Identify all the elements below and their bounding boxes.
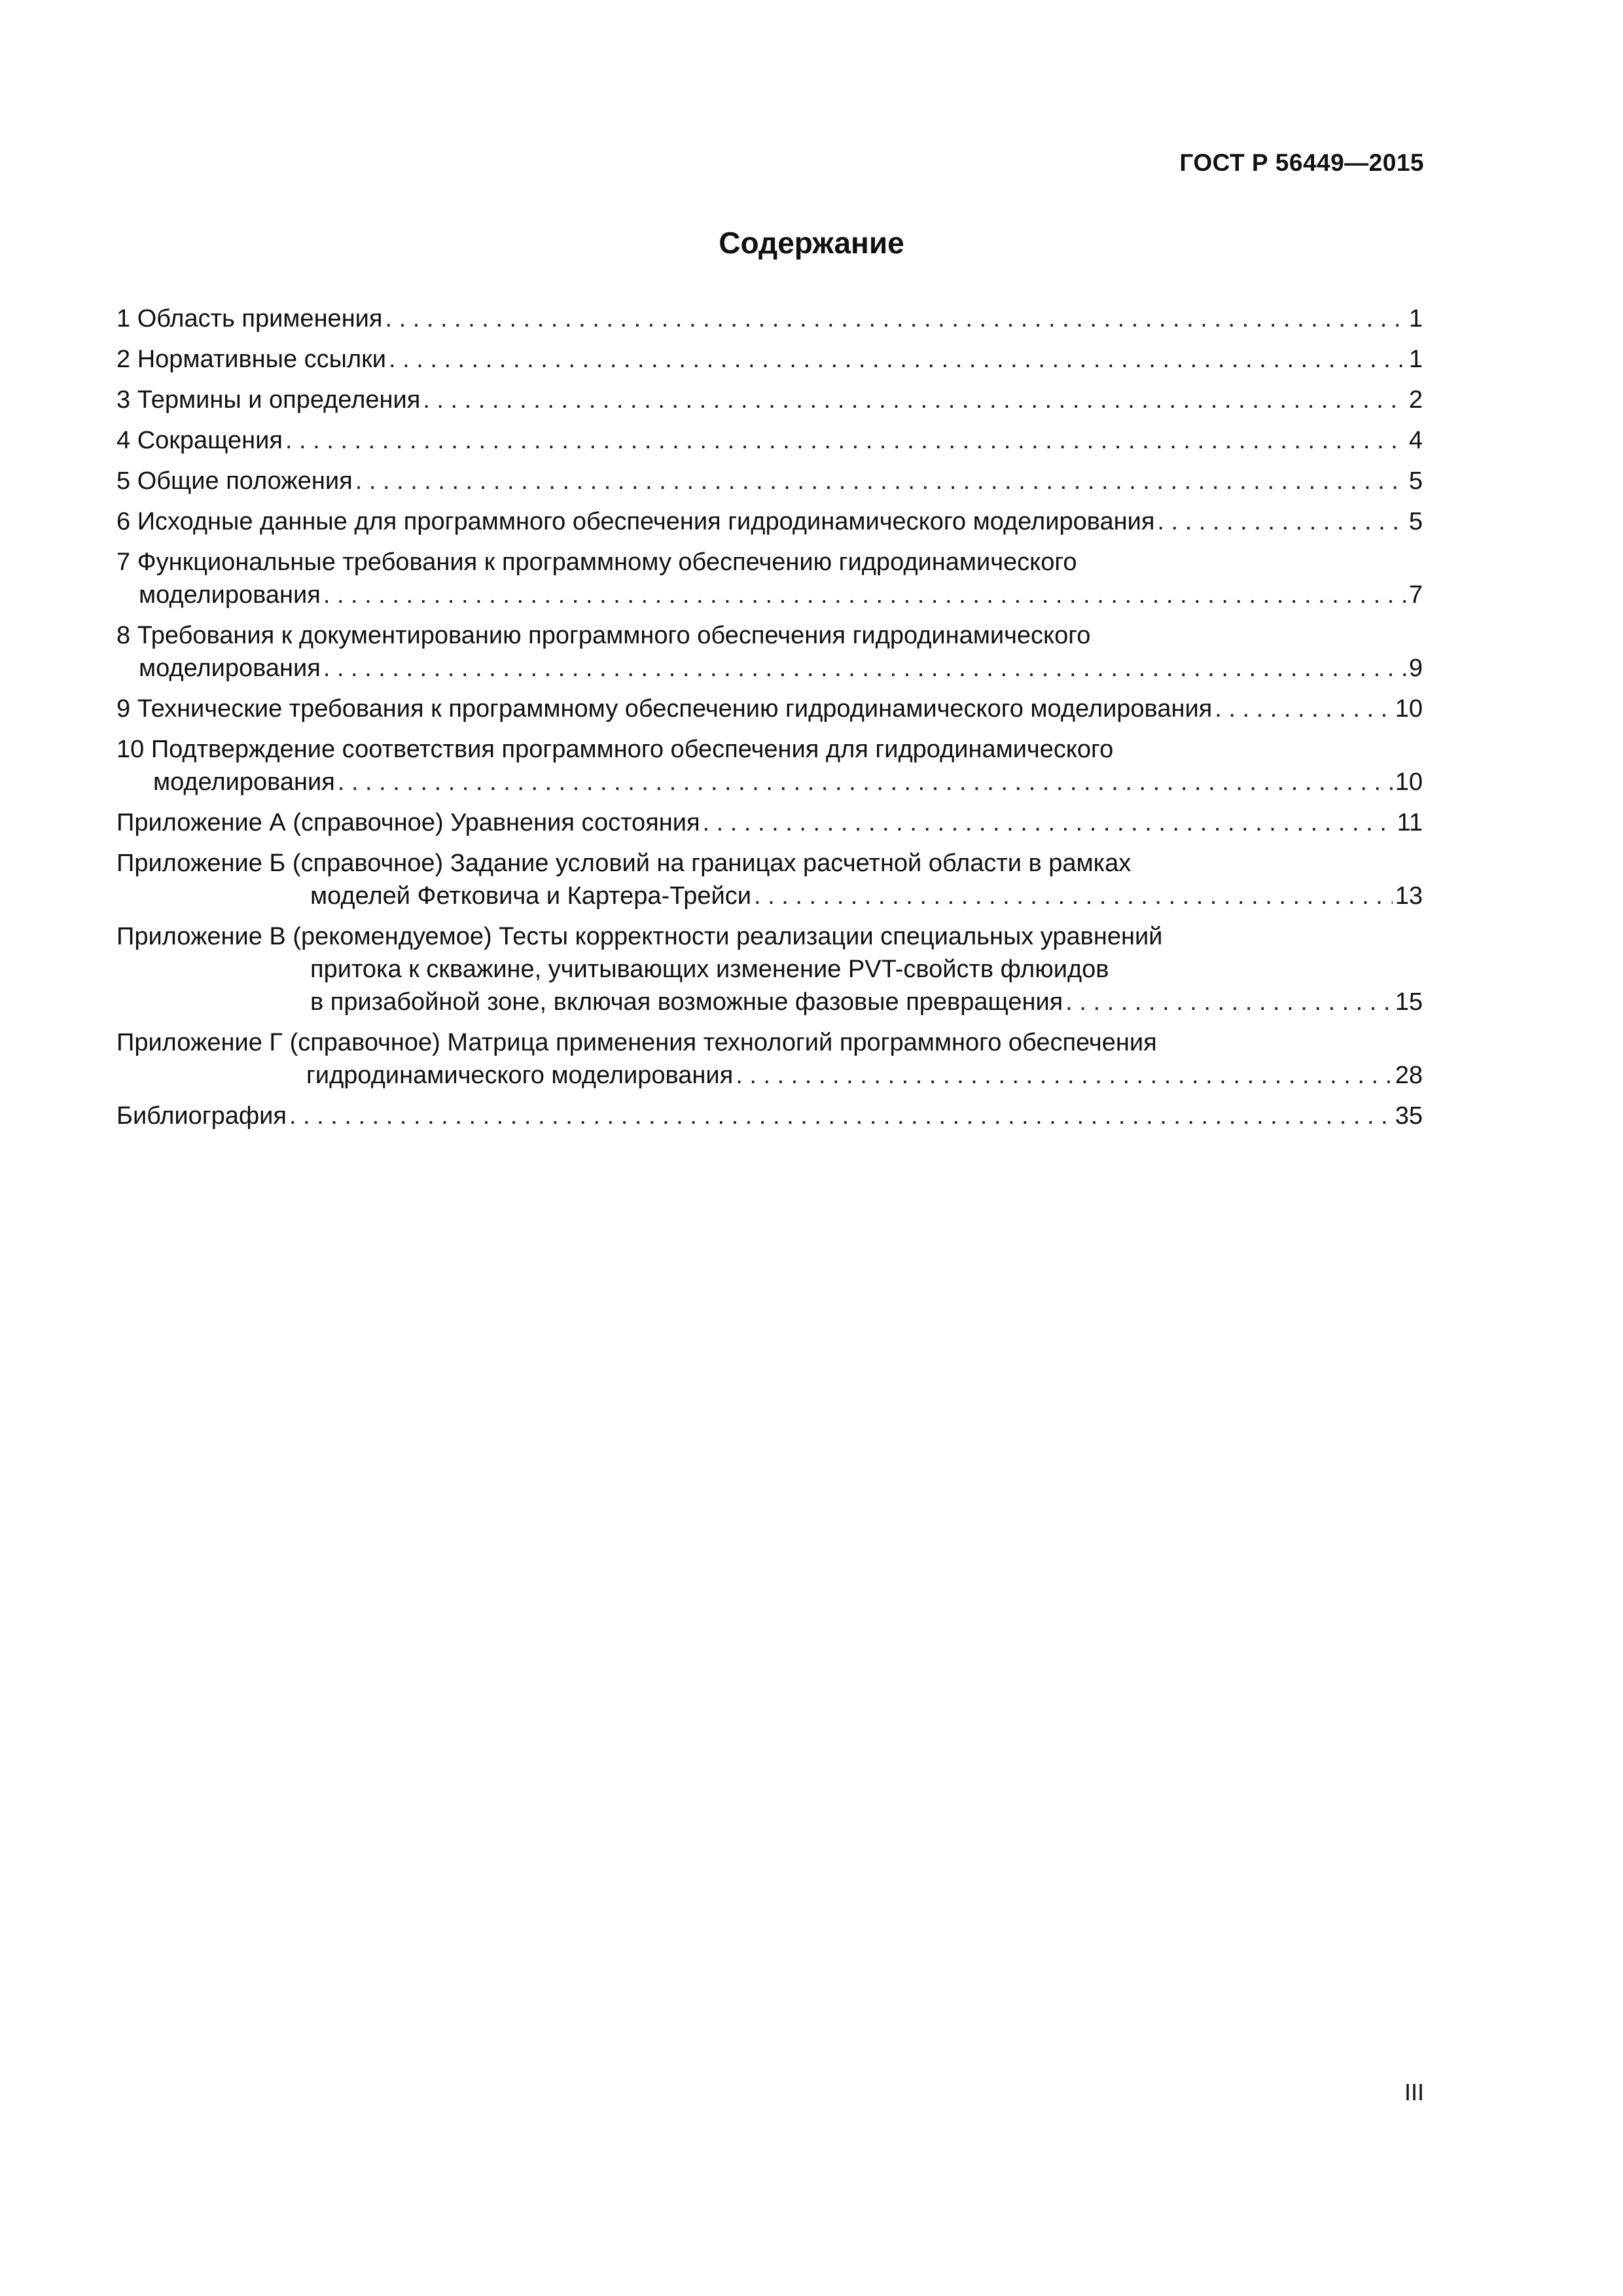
toc-entry-1[interactable] [116,302,1423,335]
toc-entry-text-continued: притока к скважине, учитывающих изменение PVT-свойств флюидов [310,956,1109,983]
toc-entry-text: 3 Термины и определения [116,386,421,414]
dot-leader [736,1059,1393,1092]
toc-title: Содержание [719,226,904,260]
toc-entry-text: 2 Нормативные ссылки [116,346,386,373]
toc-entry-text-continued: моделей Фетковича и Картера-Трейси [310,882,751,910]
toc-page-number: 10 [1395,768,1423,796]
dot-leader [323,652,1406,685]
toc-entry-6[interactable] [116,505,1423,538]
toc-entry-3[interactable] [116,384,1423,416]
toc-entry-text: 9 Технические требования к программному обеспечению гидродинамического моделирования [116,695,1213,723]
toc-entry-bibliography[interactable] [116,1100,1423,1132]
toc-entry-8[interactable] [116,619,1423,685]
toc-entry-text: Приложение А (справочное) Уравнения состояния [116,809,700,836]
toc-entry-appendix-v[interactable] [116,920,1423,1018]
toc-entry-text: 6 Исходные данные для программного обеспечения гидродинамического моделирования [116,508,1155,535]
toc-entry-text: Приложение Г (справочное) Матрица применения технологий программного обеспечения [116,1029,1157,1056]
toc-entry-text: Библиография [116,1102,287,1130]
page-number: III [1404,2079,1424,2106]
toc-entry-appendix-g[interactable] [116,1026,1423,1092]
toc-page-number: 7 [1408,581,1423,609]
toc-page-number: 35 [1395,1102,1423,1130]
dot-leader [323,579,1406,611]
toc-entry-text: 8 Требования к документированию программного обеспечения гидродинамического [116,622,1091,649]
toc-page-number: 10 [1395,695,1423,723]
toc-entry-7[interactable] [116,546,1423,611]
toc-page-number: 1 [1408,305,1423,332]
dot-leader [423,384,1406,416]
toc-page-number: 5 [1408,467,1423,495]
toc-entry-text-continued: моделирования [153,768,335,796]
toc-entry-9[interactable] [116,692,1423,725]
dot-leader [385,302,1406,335]
toc-entry-appendix-a[interactable] [116,806,1423,839]
toc-page-number: 1 [1408,346,1423,373]
toc-entry-appendix-b[interactable] [116,847,1423,912]
toc-entry-text: Приложение В (рекомендуемое) Тесты корректности реализации специальных уравнений [116,923,1163,950]
dot-leader [338,766,1393,798]
dot-leader [389,343,1406,376]
document-code: ГОСТ Р 56449—2015 [1179,149,1424,176]
dot-leader [289,1100,1393,1132]
toc-entry-text: 10 Подтверждение соответствия программного обеспечения для гидродинамического [116,736,1114,763]
toc-page-number: 11 [1397,809,1423,836]
dot-leader [1157,505,1406,538]
dot-leader [703,806,1395,839]
toc-page-number: 13 [1395,882,1423,910]
table-of-contents [116,302,1423,1140]
toc-entry-text: Приложение Б (справочное) Задание условий на границах расчетной области в рамках [116,850,1132,877]
toc-page-number: 15 [1395,988,1423,1016]
toc-entry-text: 5 Общие положения [116,467,353,495]
dot-leader [1215,692,1392,725]
toc-page-number: 28 [1395,1062,1423,1089]
dot-leader [355,465,1406,497]
toc-entry-4[interactable] [116,424,1423,457]
dot-leader [1065,986,1392,1018]
toc-entry-text-continued: в призабойной зоне, включая возможные фазовые превращения [310,988,1063,1016]
toc-entry-10[interactable] [116,733,1423,798]
toc-entry-text: 1 Область применения [116,305,383,332]
toc-entry-text-continued: моделирования [139,581,321,609]
toc-entry-text-continued: моделирования [139,655,321,682]
toc-page-number: 9 [1408,655,1423,682]
toc-entry-5[interactable] [116,465,1423,497]
toc-page-number: 4 [1408,427,1423,454]
dot-leader [754,880,1393,912]
toc-page-number: 2 [1408,386,1423,414]
toc-entry-2[interactable] [116,343,1423,376]
toc-page-number: 5 [1408,508,1423,535]
dot-leader [285,424,1406,457]
toc-entry-text-continued: гидродинамического моделирования [306,1062,734,1089]
toc-entry-text: 4 Сокращения [116,427,283,454]
toc-entry-text: 7 Функциональные требования к программному обеспечению гидродинамического [116,548,1077,576]
